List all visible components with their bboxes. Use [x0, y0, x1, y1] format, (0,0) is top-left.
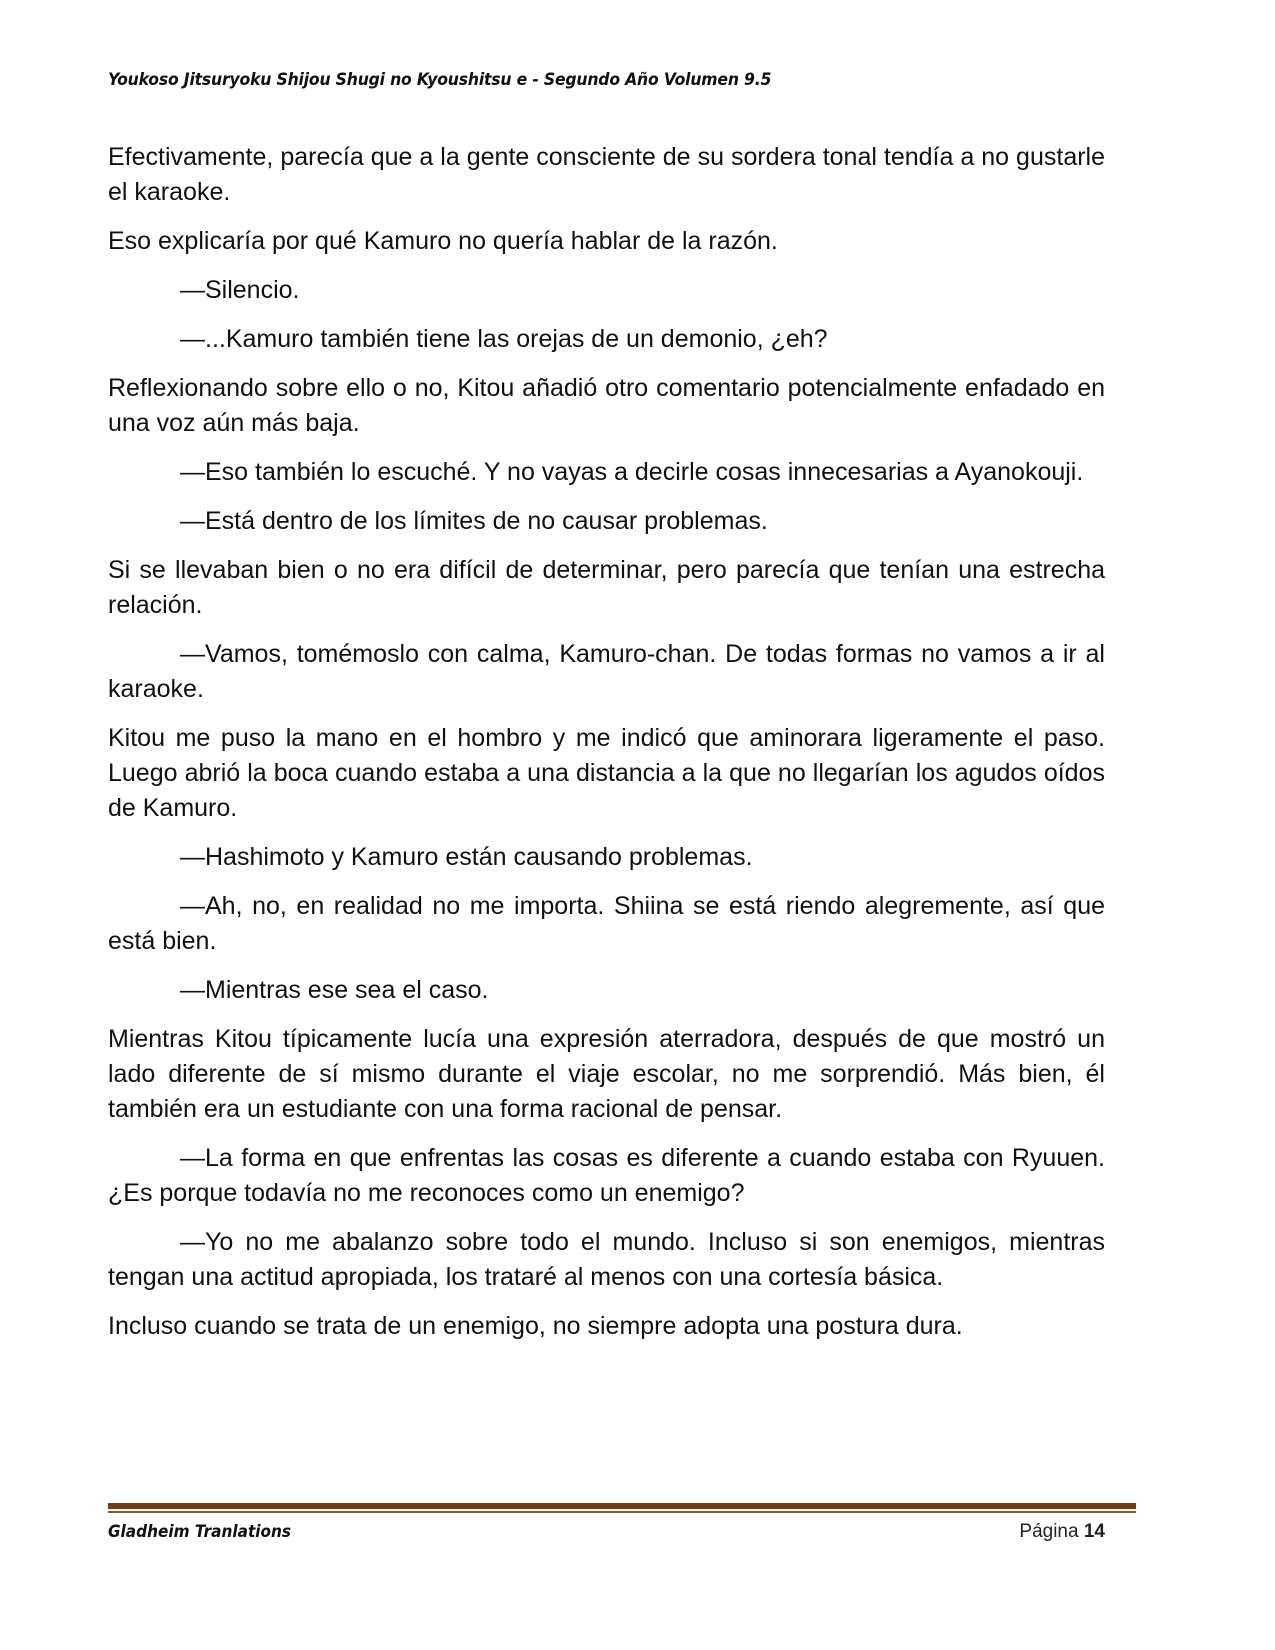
- page-label: Página: [1019, 1521, 1079, 1542]
- footer-translator: Gladheim Tranlations: [108, 1522, 292, 1542]
- paragraph: Kitou me puso la mano en el hombro y me indicó que aminorara ligeramente el paso. Luego abrió la boca cuando estaba a una distancia a la que no llegarían los agudos oídos de Kamuro.: [108, 724, 1105, 822]
- paragraph: Incluso cuando se trata de un enemigo, no siempre adopta una postura dura.: [108, 1312, 963, 1340]
- footer-divider-thick: [108, 1503, 1136, 1509]
- dialogue-paragraph: —Hashimoto y Kamuro están causando problemas.: [180, 843, 753, 871]
- body-text: [108, 140, 1105, 1358]
- dialogue-paragraph: —Eso también lo escuché. Y no vayas a decirle cosas innecesarias a Ayanokouji.: [180, 458, 1084, 486]
- paragraph: Efectivamente, parecía que a la gente consciente de su sordera tonal tendía a no gustarle el karaoke.: [108, 143, 1105, 206]
- dialogue-paragraph: —Yo no me abalanzo sobre todo el mundo. Incluso si son enemigos, mientras tengan una actitud apropiada, los trataré al menos con una cortesía básica.: [108, 1228, 1105, 1291]
- dialogue-paragraph: —Está dentro de los límites de no causar problemas.: [180, 507, 768, 535]
- paragraph: Si se llevaban bien o no era difícil de determinar, pero parecía que tenían una estrecha relación.: [108, 556, 1105, 619]
- dialogue-paragraph: —Vamos, tomémoslo con calma, Kamuro-chan. De todas formas no vamos a ir al karaoke.: [108, 640, 1105, 703]
- page-header-title: Youkoso Jitsuryoku Shijou Shugi no Kyoushitsu e - Segundo Año Volumen 9.5: [108, 70, 772, 90]
- footer-page-indicator: [1019, 1521, 1105, 1543]
- footer-divider: [108, 1503, 1136, 1513]
- paragraph: Reflexionando sobre ello o no, Kitou añadió otro comentario potencialmente enfadado en una voz aún más baja.: [108, 374, 1105, 437]
- dialogue-paragraph: —Silencio.: [180, 276, 300, 304]
- paragraph: Eso explicaría por qué Kamuro no quería hablar de la razón.: [108, 227, 778, 255]
- footer-divider-thin: [108, 1511, 1136, 1513]
- dialogue-paragraph: —La forma en que enfrentas las cosas es diferente a cuando estaba con Ryuuen. ¿Es porque todavía no me reconoces como un enemigo?: [108, 1144, 1105, 1207]
- paragraph: Mientras Kitou típicamente lucía una expresión aterradora, después de que mostró un lado diferente de sí mismo durante el viaje escolar, no me sorprendió. Más bien, él también era un estudiante con una forma racional de pensar.: [108, 1025, 1105, 1123]
- dialogue-paragraph: —Ah, no, en realidad no me importa. Shiina se está riendo alegremente, así que está bien.: [108, 892, 1105, 955]
- dialogue-paragraph: —Mientras ese sea el caso.: [180, 976, 489, 1004]
- page-number: 14: [1083, 1521, 1105, 1542]
- dialogue-paragraph: —...Kamuro también tiene las orejas de un demonio, ¿eh?: [180, 325, 828, 353]
